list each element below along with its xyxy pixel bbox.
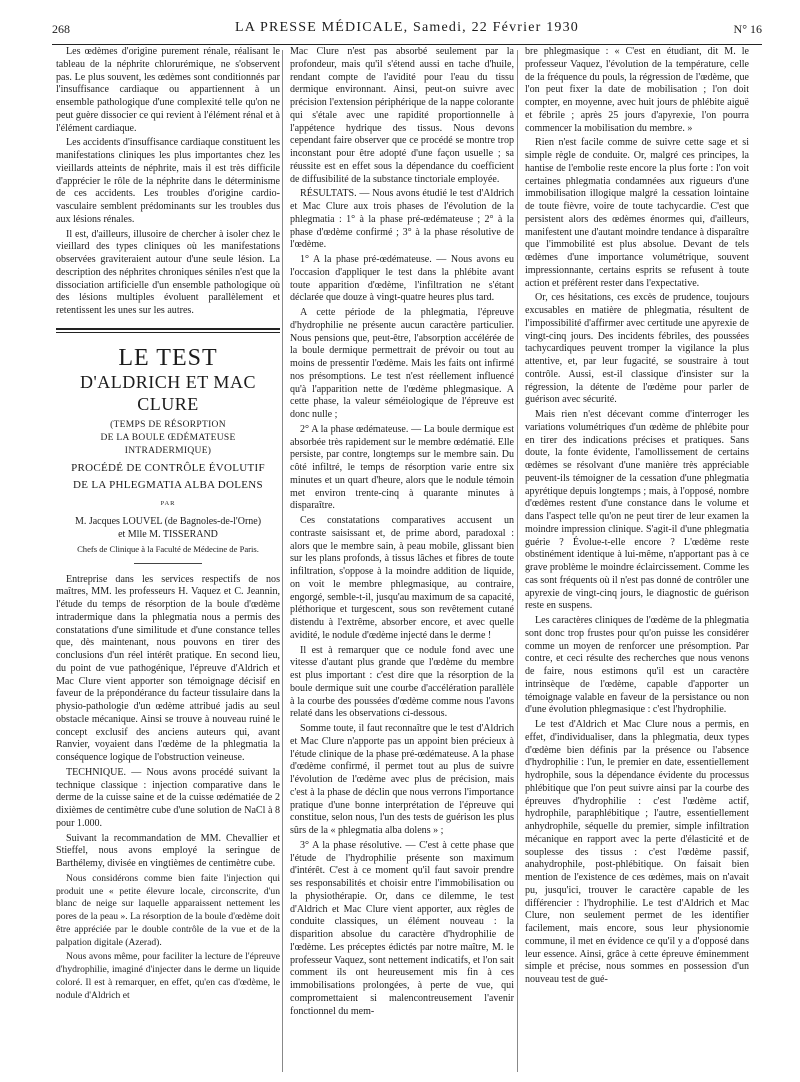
paragraph: Somme toute, il faut reconnaître que le test d'Aldrich et Mac Clure n'apporte pas un appoint bien précieux à l'étude clinique de la phase pré-œdémateuse. A la phase d'œdème confirmé, il permet tout au plus de suivre l'évolution de l'œdème avec plus de précision, mais c'est à la phase de déclin que nous verrons l'importance pratique d'une bonne interprétation de l'épreuve qui constitue, selon nous, l'un des tests de guérison les plus sûrs de la « phlegmatia alba dolens » ;: [290, 723, 514, 836]
paragraph: A cette période de la phlegmatia, l'épreuve d'hydrophilie ne présente aucun caractère particulier. Nous pensions que, peut-être, l'absorption accélérée de la boule dermique permettrait de prévoir ou tout au moins de pressentir l'œdème. Mais les faits ont infirmé nos présomptions. Le test n'est réellement influencé qu'à l'apparition nette de l'œdème phlegmasique. A cette phase, la valeur séméiologique de l'épreuve est donc nulle ;: [290, 307, 514, 420]
column-divider: [282, 50, 283, 1072]
article-separator: [56, 328, 280, 333]
column-1: [56, 46, 280, 1004]
column-3: [525, 46, 749, 989]
article-subtitle: DE LA BOULE ŒDÉMATEUSE INTRADERMIQUE): [100, 432, 236, 456]
article-subtitle: DE LA PHLEGMATIA ALBA DOLENS: [73, 478, 263, 491]
issue-number: N° 16: [733, 22, 762, 36]
paragraph: 3° A la phase résolutive. — C'est à cette phase que l'étude de l'hydrophilie présente son maximum d'intérêt. C'est à ce moment qu'il faut savoir prendre ses responsabilités et choisir entre l'immobilisation ou la physiothérapie. Or, dans ce dilemme, le test d'Aldrich et Mac Clure vient apporter, aux règles de conduite classiques, un élément nouveau : la disparition absolue du caractère d'hydrophilie de l'œdème. Les préceptes édictés par notre maître, M. le professeur Vaquez, sont nettement indicatifs, et l'on sait comment ils ont heureusement mis fin à ces immobilisations prolongées, à perte de vue, qui compromettaient si malencontreusement l'avenir fonctionnel du mem-: [290, 839, 514, 1017]
paragraph: bre phlegmasique : « C'est en étudiant, dit M. le professeur Vaquez, l'évolution de la température, celle de la fréquence du pouls, la régression de l'œdème, que l'on peut fixer la date de mobilisation ; l'on doit compter, en moyenne, avec huit jours de phlébite aiguë et fébrile ; après 25 jours d'apyrexie, l'on pourra commencer la mobilisation du membre. »: [525, 46, 749, 134]
column-divider: [517, 50, 518, 1072]
divider: [134, 563, 201, 564]
paragraph: Les caractères cliniques de l'œdème de la phlegmatia sont donc trop frustes pour qu'on puisse les considérer comme un moyen de renforcer une présomption. Par contre, et ceci résulte des recherches que nous venons de faire, nous estimons qu'il est un caractère intrinsèque de l'œdème, capable d'apporter un témoignage valable en faveur de la persistance ou non d'une évolution phlegmasique : c'est l'hydrophilie.: [525, 615, 749, 716]
article-subtitle: (TEMPS DE RÉSORPTION: [110, 419, 226, 430]
article-title-line2: D'ALDRICH ET MAC CLURE: [80, 371, 256, 414]
page-number: 268: [52, 22, 70, 36]
paragraph: Rien n'est facile comme de suivre cette sage et si simple règle de conduite. Or, malgré ces principes, la hantise de l'embolie reste encore la plus forte : l'on voit certaines phlegmatia condamnées aux rigueurs d'une immobilisation illogique malgré la cessation lointaine de toute fièvre, voire de toute tachycardie. C'est que persistent alors des œdèmes énormes qui, d'ailleurs, manifestent une d'autant moindre tendance à disparaître que l'immobilité est plus absolue. Devant de tels œdèmes d'une importance volumétrique, souvent impressionnante, certains esprits se refusent à toute action et préfèrent rester dans l'expectative.: [525, 137, 749, 289]
paragraph: Les œdèmes d'origine purement rénale, réalisant le tableau de la néphrite chlorurémique, ne s'observent pas. Le plus souvent, les œdèmes sont conditionnés par l'insuffisance cardiaque ou appartiennent à un ensemble pathologique d'une complexité telle qu'on ne peut guère dissocier ce qui revient à l'élément rénal et à l'élément cardiaque.: [56, 46, 280, 134]
paragraph: Nous avons même, pour faciliter la lecture de l'épreuve d'hydrophilie, imaginé d'injecter dans le derme un liquide coloré. Il est à remarquer, en effet, qu'en cas d'œdème, le nodule d'Aldrich et: [56, 951, 280, 1001]
paragraph: Nous considérons comme bien faite l'injection qui produit une « petite élevure locale, circonscrite, d'un blanc de neige sur laquelle apparaissent nettement les pores de la peau ». La résorption de la boule d'œdème doit être appréciée par le double contrôle de la vue et de la palpation digitale (Azerad).: [56, 872, 280, 948]
author-institution: Chefs de Clinique à la Faculté de Médecine de Paris.: [77, 543, 259, 554]
journal-title: LA PRESSE MÉDICALE, Samedi, 22 Février 1930: [234, 20, 580, 35]
paragraph: RÉSULTATS. — Nous avons étudié le test d'Aldrich et Mac Clure aux trois phases de l'évolution de la phlegmatia : 1° à la phase pré-œdémateuse ; 2° à la phase d'œdème confirmé ; 3° à la phase résolutive de l'œdème.: [290, 188, 514, 251]
paragraph: 1° A la phase pré-œdémateuse. — Nous avons eu l'occasion d'appliquer le test dans la phlébite avant toute apparition d'œdème, l'infiltration ne s'étant déclarée que douze à vingt-quatre heures plus tard.: [290, 254, 514, 304]
paragraph: Il est à remarquer que ce nodule fond avec une vitesse d'autant plus grande que l'œdème du membre est plus important : c'est dire que la résorption de la boule dermique suit une courbe d'accélération parallèle à la courbe des poussées d'œdème comme nous l'avons relaté dans les observations ci-dessous.: [290, 644, 514, 720]
paragraph: Mac Clure n'est pas absorbé seulement par la profondeur, mais qu'il s'étend aussi en tache d'huile, rendant compte de l'avidité pour l'eau du tissu dermique environnant. Ainsi, peut-on suivre avec précision l'extension périphérique de la nappe colorante qui s'étale avec une rapidité proportionnelle à l'appétence hydrique des tissus. Nous devons cependant faire observer que ce procédé se montre trop inconstant pour être adopté d'une façon usuelle ; sa réussite est en effet sous la dépendance du coefficient de diffusibilité de la substance tinctoriale employée.: [290, 46, 514, 185]
paragraph: Il est, d'ailleurs, illusoire de chercher à isoler chez le vieillard des types cliniques où les manifestations observées graviteraient autour d'une seule lésion. La description des néphrites chroniques séniles n'est que la dissociation artificielle d'un ensemble pathologique où des lésions multiples évoluent parallèlement et retentissent les unes sur les autres.: [56, 228, 280, 316]
page-header: [52, 14, 762, 45]
byline-par: PAR: [160, 499, 176, 507]
column-2: [290, 46, 514, 1020]
article-title: LE TEST: [118, 344, 218, 371]
author: et Mlle M. TISSERAND: [118, 528, 218, 540]
paragraph: Or, ces hésitations, ces excès de prudence, toujours excusables en matière de phlegmatia, résultent de l'impossibilité d'affirmer avec certitude une apyrexie de vingt-cinq jours. Des incidents fébriles, des poussées tachycardiques peuvent tromper la vigilance la plus attentive, et, par leur fugacité, se soustraire à tout contrôle. Aussi, est-il classique d'insister sur la régression, la détente de l'œdème pour parler de guérison avec sécurité.: [525, 292, 749, 406]
paragraph: Entreprise dans les services respectifs de nos maîtres, MM. les professeurs H. Vaquez et C. Jeannin, l'étude du temps de résorption de la boule d'œdème intradermique dans la phlegmatia nous a permis des constatations d'une similitude et d'une constance telles que, dès maintenant, nous pouvons en tirer des conclusions d'un réel intérêt pratique. En second lieu, du point de vue pathogénique, l'épreuve d'Aldrich et Mac Clure vient apporter son témoignage décisif en faveur de la prépondérance du facteur tissulaire dans la physio-pathologie d'un œdème attribué jadis au seul obstacle mécanique. Ainsi se trouve à nouveau ruiné le concept exclusif des anciens auteurs qui, avant Ranvier, voyaient dans l'œdème de la phlegmatia la conséquence logique de l'obstruction veineuse.: [56, 573, 280, 763]
paragraph: Ces constatations comparatives accusent un contraste saisissant et, de prime abord, paradoxal : alors que le membre sain, à peau mobile, glissant bien sur les plans profonds, à tissus lâches et fibres de toute infiltration, s'oppose à la moindre addition de liquide, on voit le membre phlegmasique, au contraire, engorgé, semble-t-il, jusqu'au maximum de sa capacité, pléthorique et turgescent, sous son revêtement cutané distendu à l'extrême, absorber encore, et avec quelle avidité, le nodule d'œdème injecté dans le derme !: [290, 515, 514, 641]
paragraph: 2° A la phase œdémateuse. — La boule dermique est absorbée très rapidement sur le membre œdématié. Elle persiste, par contre, longtemps sur le membre sain. Du côté infiltré, le temps de résorption varie entre six minutes et un quart d'heure, alors que le nodule témoin met environ trente-cinq à quarante minutes à disparaître.: [290, 423, 514, 512]
paragraph: Le test d'Aldrich et Mac Clure nous a permis, en effet, d'individualiser, dans la phlegmatia, deux types d'œdème bien définis par la présence ou l'absence d'hydrophilie : l'un, le premier en date, essentiellement hydrophile, sous la dépendance évidente du processus phlébitique que l'on peut suivre ainsi par la courbe des épreuves d'hydrophilie : c'est l'œdème actif, hydrophile, paraphlébitique ; l'autre, essentiellement anhydrophile, séquelle du premier, simple infiltration mécanique en rapport avec la perte d'élasticité et de souplesse des tissus : c'est l'œdème passif, anahydrophile, post-phlébitique. On faisait bien mention de l'existence de ces œdèmes, mais on n'avait pu, jusqu'ici, trouver le caractère capable de les différencier : l'hydrophilie. Le test d'Aldrich et Mac Clure, non seulement permet de les identifier facilement, mais encore, sous leur physionomie commune, il met en évidence ce qu'il y a d'opposé dans leur essence. Ainsi, grâce à cette épreuve éminemment simple et précise, nous sommes en possession d'un nouveau test de gué-: [525, 719, 749, 985]
author: M. Jacques LOUVEL (de Bagnoles-de-l'Orne): [74, 515, 262, 527]
paragraph: TECHNIQUE. — Nous avons procédé suivant la technique classique : injection comparative dans le derme de la cuisse saine et de la cuisse œdématiée de 2 dixièmes de centimètre cube d'une solution de NaCl à 8 pour 1.000.: [56, 766, 280, 829]
paragraph: Suivant la recommandation de MM. Chevallier et Stieffel, nous avons employé la seringue de Barthélemy, divisée en vingtièmes de centimètre cube.: [56, 832, 280, 869]
paragraph: Mais rien n'est décevant comme d'interroger les variations volumétriques d'un œdème de phlébite pour en tirer des indications précises et pratiques. Sans doute, la fonte évidente, l'amollissement de certains œdèmes se résolvant d'une manière très appréciable peuvent-ils témoigner de la cessation d'une phlegmatia apyrétique depuis longtemps ; mais, à l'opposé, nombre d'œdèmes restent d'une constance dans le volume et dans l'aspect telle qu'on ne peut tirer de leur examen la moindre impression clinique. S'agit-il d'une phlegmatia guérie ? Évolue-t-elle encore ? L'œdème reste obstinément identique à lui-même, n'apportant pas à ce grave problème le moindre éclaircissement. Comme les cas sont fréquents où il n'est pas donné de contrôler une apyrexie de vingt-cinq jours, le diagnostic de guérison reste en suspens.: [525, 409, 749, 612]
paragraph: Les accidents d'insuffisance cardiaque constituent les manifestations cliniques les plus importantes chez les vieillards atteints de néphrite, mais il est très difficile d'apprécier le rôle de la néphrite dans le déterminisme de ces accidents. Les troubles d'origine cardio-vasculaire semblent prédominants sur les troubles dus aux lésions rénales.: [56, 137, 280, 225]
article-subtitle: PROCÉDÉ DE CONTRÔLE ÉVOLUTIF: [71, 461, 265, 474]
